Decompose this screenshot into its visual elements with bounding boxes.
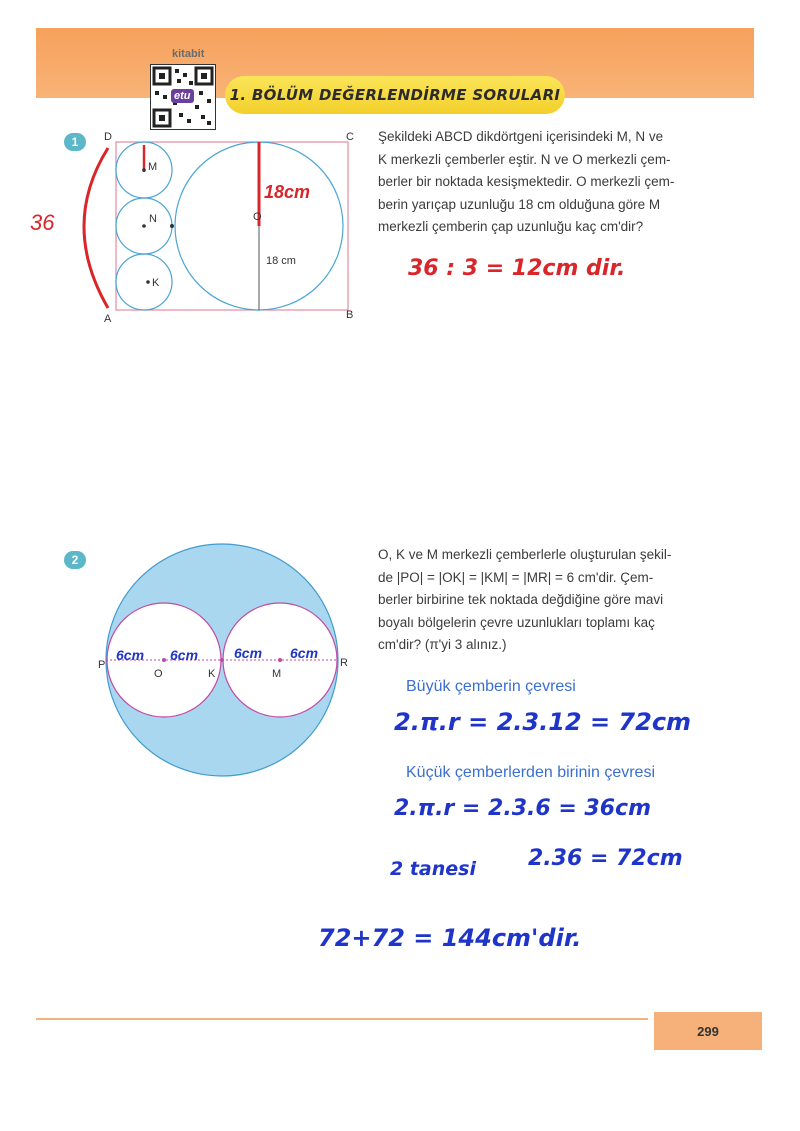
q1-line: Şekildeki ABCD dikdörtgeni içerisindeki M, N ve: [378, 129, 664, 144]
q2-line: boyalı bölgelerin çevre uzunlukları toplamı kaç: [378, 614, 655, 630]
label-m: M: [148, 161, 158, 173]
hand-seg-3: 6cm: [234, 645, 263, 661]
hand-side-length: 36: [30, 210, 55, 235]
q2-line: cm'dir? (π'yi 3 alınız.): [378, 637, 507, 652]
q1-line: merkezli çemberin çap uzunluğu kaç cm'dir?: [378, 219, 644, 234]
q1-text: [378, 126, 698, 239]
hand-radius: 18cm: [264, 182, 311, 202]
center-dot-k: [146, 280, 150, 284]
q2-line: O, K ve M merkezli çemberlerle oluşturulan şekil-: [378, 547, 672, 562]
label-a: A: [104, 313, 112, 325]
dot-k: [220, 658, 224, 662]
q2-text: [378, 544, 698, 657]
radius-label: 18 cm: [266, 255, 296, 267]
small-circle-label: Küçük çemberlerden birinin çevresi: [406, 764, 655, 781]
tangent-dot: [170, 224, 174, 228]
center-dot-m: [142, 168, 146, 172]
page-number: 299: [654, 1012, 762, 1050]
label-b: B: [346, 309, 354, 321]
hand-seg-1: 6cm: [116, 647, 145, 663]
final-answer: 72+72 = 144cm'dir.: [318, 924, 582, 952]
label-k: K: [152, 277, 160, 289]
side-arc: [84, 148, 108, 308]
label-p: P: [98, 659, 106, 671]
footer-line: [36, 1018, 648, 1020]
dot-o: [162, 658, 166, 662]
q1-line: K merkezli çemberler eştir. N ve O merkezli çem-: [378, 151, 671, 167]
two-calc: 2.36 = 72cm: [528, 846, 683, 871]
label-m: M: [272, 668, 282, 680]
qr-caption: kitabit: [172, 48, 205, 60]
label-r: R: [340, 657, 348, 669]
big-circle-calc: 2.π.r = 2.3.12 = 72cm: [394, 708, 692, 736]
small-circle-calc: 2.π.r = 2.3.6 = 36cm: [394, 796, 651, 821]
q2-line: berler birbirine tek noktada değdiğine göre mavi: [378, 592, 664, 607]
hand-seg-4: 6cm: [290, 645, 319, 661]
big-circle-label: Büyük çemberin çevresi: [406, 678, 576, 695]
label-k: K: [208, 668, 216, 680]
qr-logo: etu: [171, 89, 194, 103]
section-title: 1. BÖLÜM DEĞERLENDİRME SORULARI: [225, 76, 565, 114]
label-d: D: [104, 131, 112, 143]
hand-seg-2: 6cm: [170, 647, 199, 663]
label-c: C: [346, 131, 354, 143]
circle-k: [116, 254, 172, 310]
label-o: O: [253, 211, 262, 223]
question-number-2: 2: [64, 551, 86, 569]
center-dot-n: [142, 224, 146, 228]
q1-line: berin yarıçap uzunluğu 18 cm olduğuna göre M: [378, 196, 661, 212]
two-label: 2 tanesi: [390, 858, 476, 880]
q2-line: de |PO| = |OK| = |KM| = |MR| = 6 cm'dir. Çem-: [378, 569, 654, 585]
q1-figure: [30, 120, 370, 330]
q1-hand-answer: 36 : 3 = 12cm dir.: [408, 256, 626, 281]
q2-figure: [90, 540, 360, 790]
label-n: N: [149, 213, 157, 225]
label-o: O: [154, 668, 163, 680]
dot-m: [278, 658, 282, 662]
q1-line: berler bir noktada kesişmektedir. O merkezli çem-: [378, 174, 675, 189]
question-number-1: 1: [64, 133, 86, 151]
